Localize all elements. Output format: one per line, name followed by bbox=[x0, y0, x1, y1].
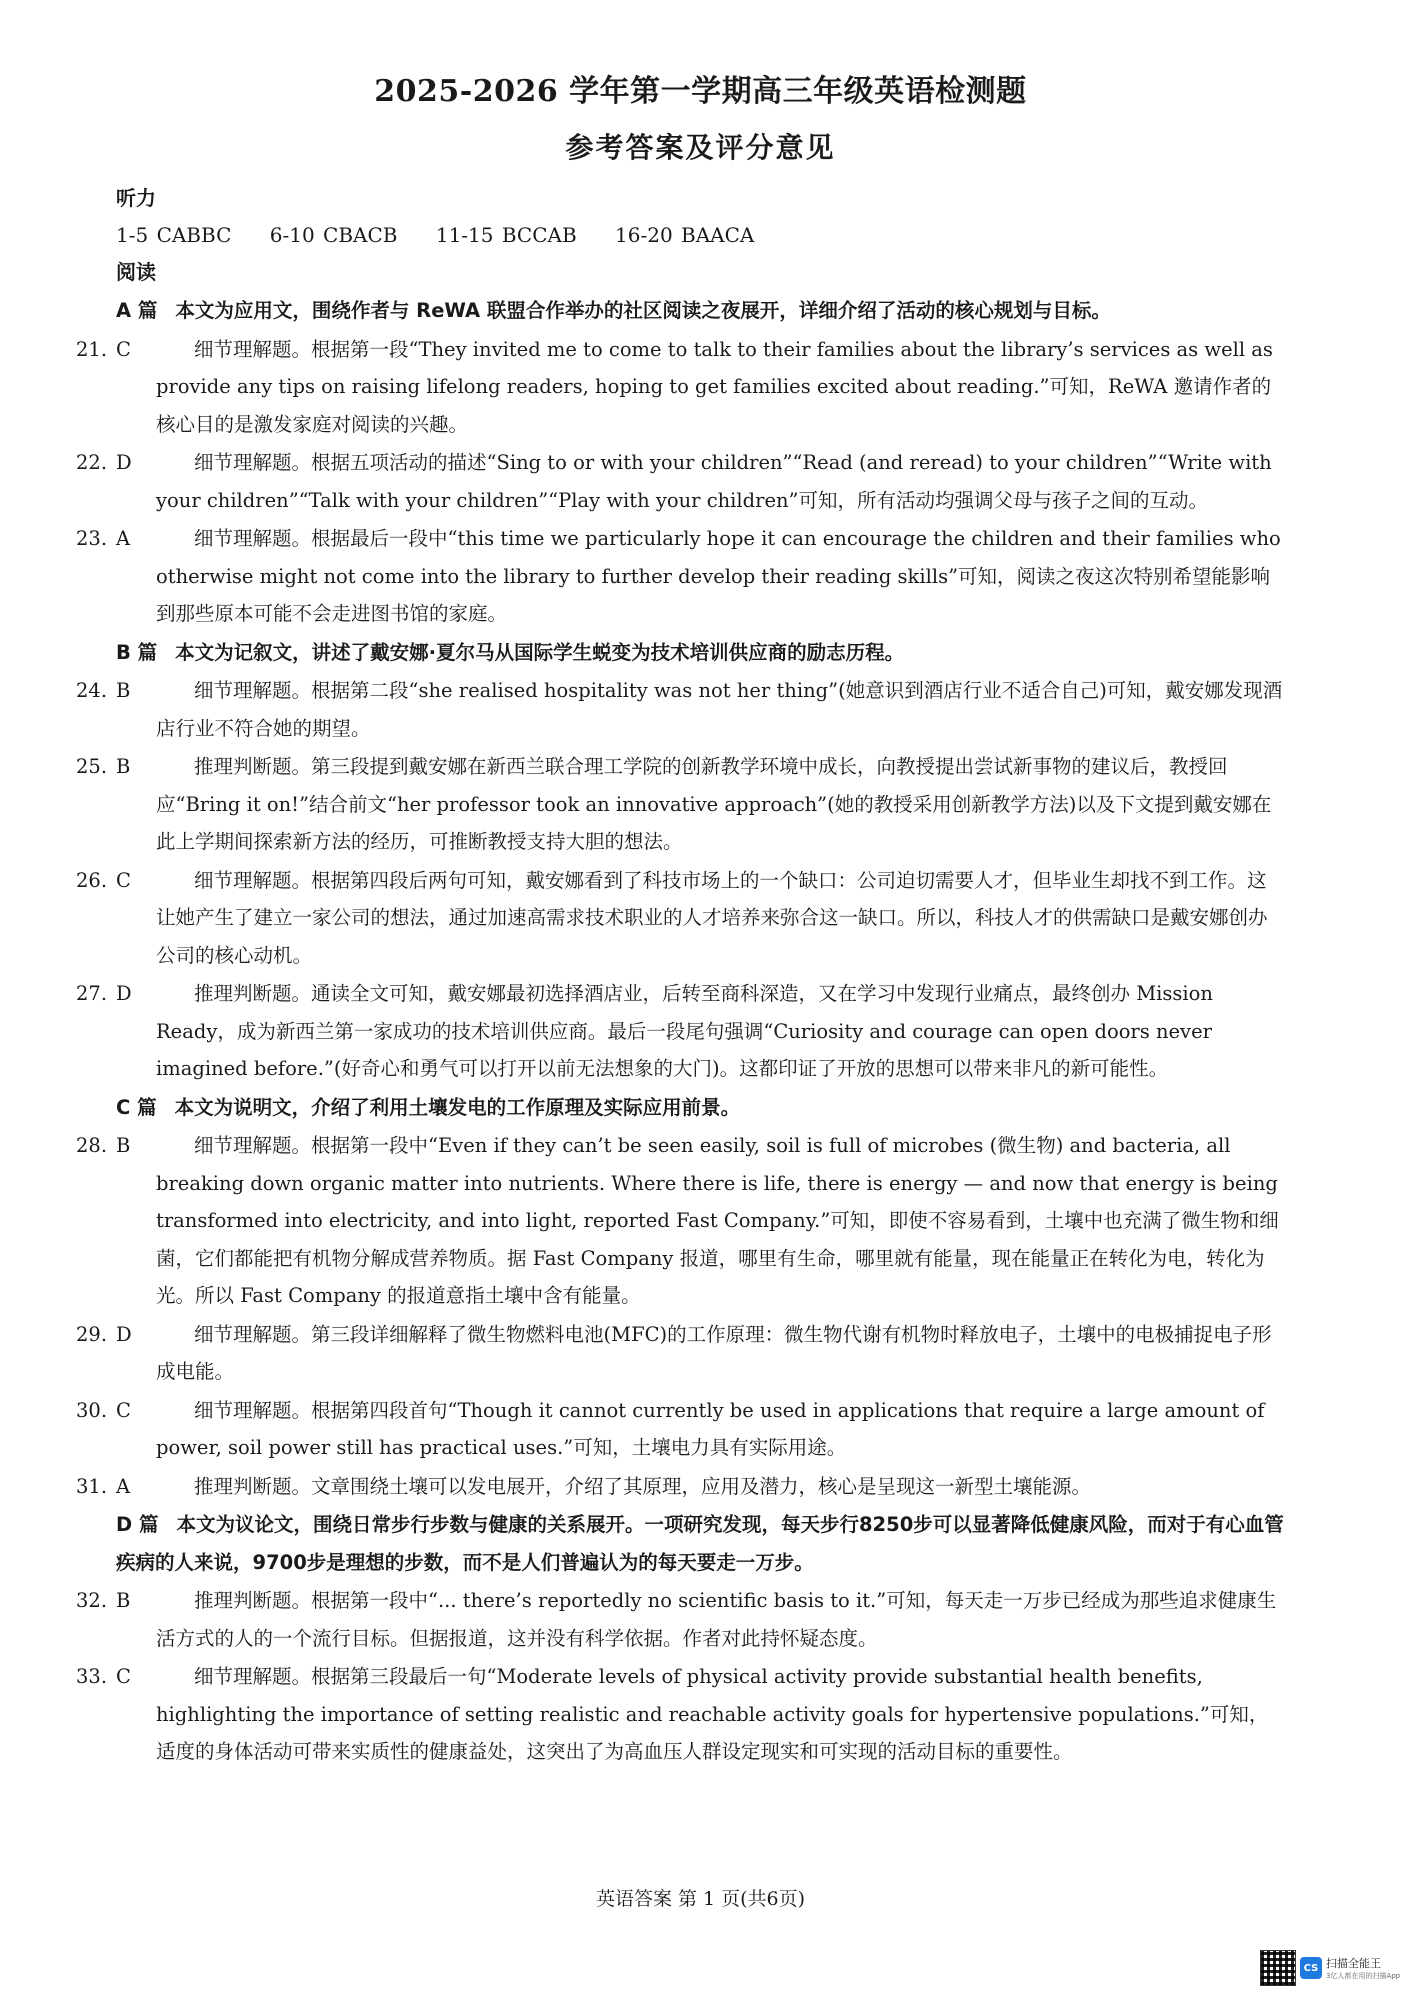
passage-summary: 本文为议论文，围绕日常步行步数与健康的关系展开。一项研究发现，每天步行8250步可以显著降低健康风险，而对于有心血管疾病的人来说，9700步是理想的步数，而不是人们普遍认为的每天要走一万步。 bbox=[116, 1513, 1284, 1574]
answer-item bbox=[76, 1582, 1284, 1657]
answer-explanation: 推理判断题。第三段提到戴安娜在新西兰联合理工学院的创新教学环境中成长，向教授提出尝试新事物的建议后，教授回应“Bring it on!”结合前文“her professor took an innovative approach”(她的教授采用创新教学方法)以及下文提到戴安娜在此上学期间探索新方法的经历，可推断教授支持大胆的想法。 bbox=[156, 755, 1272, 853]
answer-explanation: 细节理解题。根据第四段首句“Though it cannot currently be used in applications that require a large amount of power, soil power still has practical uses.”可知，土壤电力具有实际用途。 bbox=[156, 1398, 1265, 1459]
answer-explanation: 细节理解题。第三段详细解释了微生物燃料电池(MFC)的工作原理：微生物代谢有机物时释放电子，土壤中的电极捕捉电子形成电能。 bbox=[156, 1322, 1272, 1383]
answer-letter: D bbox=[116, 1322, 132, 1346]
answer-explanation: 细节理解题。根据第一段中“Even if they can’t be seen easily, soil is full of microbes (微生物) and bacteria, all breaking down organic matter into nutrients. Where there is life, there is energy — and now that energy is being transformed into electricity, and into light, reported Fast Company.”可知，即使不容易看到，土壤中也充满了微生物和细菌，它们都能把有机物分解成营养物质。据 Fast Company 报道，哪里有生命，哪里就有能量，现在能量正在转化为电，转化为光。所以 Fast Company 的报道意指土壤中含有能量。 bbox=[156, 1134, 1279, 1307]
answer-letter: C bbox=[116, 1398, 131, 1422]
answer-letter: D bbox=[116, 982, 132, 1005]
camscanner-logo-icon: CS bbox=[1300, 1957, 1322, 1979]
listening-group: 1-5 CABBC bbox=[116, 223, 232, 247]
question-number: 21. bbox=[76, 337, 108, 361]
answer-explanation: 推理判断题。根据第一段中“... there’s reportedly no scientific basis to it.”可知，每天走一万步已经成为那些追求健康生活方式的人的一个流行目标。但据报道，这并没有科学依据。作者对此持怀疑态度。 bbox=[156, 1589, 1277, 1650]
answer-explanation: 推理判断题。通读全文可知，戴安娜最初选择酒店业，后转至商科深造，又在学习中发现行业痛点，最终创办 Mission Ready，成为新西兰第一家成功的技术培训供应商。最后一段尾句强调“Curiosity and courage can open doors never imagined before.”(好奇心和勇气可以打开以前无法想象的大门)。这都印证了开放的思想可以带来非凡的新可能性。 bbox=[156, 982, 1213, 1080]
answer-letter: A bbox=[116, 527, 131, 550]
qr-code-icon bbox=[1260, 1950, 1296, 1986]
answer-item bbox=[76, 1127, 1284, 1315]
answer-explanation: 细节理解题。根据最后一段中“this time we particularly hope it can encourage the children and their families who otherwise might not come into the library to further develop their reading skills”可知，阅读之夜这次特别希望能影响到那些原本可能不会走进图书馆的家庭。 bbox=[156, 527, 1281, 625]
passage-tag: D 篇 bbox=[116, 1513, 159, 1536]
answer-item bbox=[76, 862, 1284, 975]
answer-letter: C bbox=[116, 868, 131, 892]
scanner-name bbox=[1326, 1955, 1400, 1981]
listening-group: 11-15 BCCAB bbox=[435, 223, 577, 247]
passage-tag: C 篇 bbox=[116, 1095, 157, 1119]
answer-letter: C bbox=[116, 337, 131, 361]
answer-explanation: 细节理解题。根据第一段“They invited me to come to talk to their families about the library’s services as well as provide any tips on raising lifelong readers, hoping to get families excited about reading.”可知，ReWA 邀请作者的核心目的是激发家庭对阅读的兴趣。 bbox=[156, 337, 1273, 436]
scanner-watermark bbox=[1260, 1950, 1400, 1986]
question-number: 30. bbox=[76, 1398, 108, 1422]
question-number: 22. bbox=[76, 451, 108, 474]
listening-group: 6-10 CBACB bbox=[269, 223, 398, 247]
answer-item bbox=[76, 1468, 1284, 1506]
passage-tag: A 篇 bbox=[116, 299, 158, 322]
listening-answers bbox=[116, 217, 1284, 254]
answer-explanation: 细节理解题。根据第四段后两句可知，戴安娜看到了科技市场上的一个缺口：公司迫切需要人才，但毕业生却找不到工作。这让她产生了建立一家公司的想法，通过加速高需求技术职业的人才培养来弥合这一缺口。所以，科技人才的供需缺口是戴安娜创办公司的核心动机。 bbox=[156, 868, 1268, 967]
passage-header bbox=[116, 1089, 1284, 1127]
question-number: 25. bbox=[76, 755, 108, 778]
answer-letter: C bbox=[116, 1665, 131, 1688]
answer-letter: A bbox=[116, 1474, 131, 1498]
scanner-app-name: 扫描全能王 bbox=[1326, 1957, 1381, 1970]
answer-item bbox=[76, 672, 1284, 747]
question-number: 31. bbox=[76, 1474, 108, 1498]
reading-label: 阅读 bbox=[116, 260, 156, 284]
passage-summary: 本文为说明文，介绍了利用土壤发电的工作原理及实际应用前景。 bbox=[174, 1095, 741, 1119]
question-number: 27. bbox=[76, 982, 108, 1005]
answer-letter: D bbox=[116, 451, 132, 474]
answer-letter: B bbox=[116, 679, 131, 702]
question-number: 26. bbox=[76, 868, 108, 892]
passage-header bbox=[116, 1506, 1284, 1581]
answer-explanation: 细节理解题。根据五项活动的描述“Sing to or with your children”“Read (and reread) to your children”“Write with your children”“Talk with your children”“Play with your children”可知，所有活动均强调父母与孩子之间的互动。 bbox=[156, 451, 1272, 512]
passage-header bbox=[116, 292, 1284, 330]
answer-item bbox=[76, 748, 1284, 861]
listening-group: 16-20 BAACA bbox=[615, 223, 755, 247]
question-number: 28. bbox=[76, 1134, 108, 1157]
page-footer: 英语答案 第 1 页(共6页) bbox=[595, 1888, 806, 1910]
answer-item bbox=[76, 975, 1284, 1088]
answer-item bbox=[76, 1392, 1284, 1467]
answer-item bbox=[76, 444, 1284, 519]
question-number: 29. bbox=[76, 1322, 108, 1346]
answer-item bbox=[76, 331, 1284, 444]
page-title: 2025-2026 学年第一学期高三年级英语检测题 bbox=[374, 74, 1027, 109]
answer-letter: B bbox=[116, 1589, 131, 1612]
reading-passages bbox=[76, 292, 1284, 1771]
question-number: 33. bbox=[76, 1665, 108, 1688]
answer-item bbox=[76, 1658, 1284, 1771]
question-number: 32. bbox=[76, 1589, 108, 1612]
answer-explanation: 推理判断题。文章围绕土壤可以发电展开，介绍了其原理，应用及潜力，核心是呈现这一新型土壤能源。 bbox=[194, 1474, 1092, 1498]
passage-summary: 本文为记叙文，讲述了戴安娜·夏尔马从国际学生蜕变为技术培训供应商的励志历程。 bbox=[175, 640, 905, 664]
answer-content bbox=[76, 180, 1284, 1772]
answer-item bbox=[76, 520, 1284, 633]
answer-letter: B bbox=[116, 755, 131, 778]
passage-header bbox=[116, 634, 1284, 672]
answer-item bbox=[76, 1316, 1284, 1391]
answer-explanation: 细节理解题。根据第二段“she realised hospitality was not her thing”(她意识到酒店行业不适合自己)可知，戴安娜发现酒店行业不符合她的期望。 bbox=[156, 679, 1283, 740]
answer-explanation: 细节理解题。根据第三段最后一句“Moderate levels of physical activity provide substantial health benefits, highlighting the importance of setting realistic and reachable activity goals for hypertensive populations.”可知，适度的身体活动可带来实质性的健康益处，这突出了为高血压人群设定现实和可实现的活动目标的重要性。 bbox=[156, 1665, 1269, 1763]
question-number: 23. bbox=[76, 527, 108, 550]
page-subtitle: 参考答案及评分意见 bbox=[565, 131, 836, 164]
question-number: 24. bbox=[76, 679, 108, 702]
answer-letter: B bbox=[116, 1134, 131, 1157]
scanner-tagline: 3亿人都在用的扫描App bbox=[1326, 1972, 1401, 1980]
listening-label: 听力 bbox=[116, 186, 156, 210]
passage-tag: B 篇 bbox=[116, 640, 158, 664]
passage-summary: 本文为应用文，围绕作者与 ReWA 联盟合作举办的社区阅读之夜展开，详细介绍了活动的核心规划与目标。 bbox=[175, 299, 1111, 322]
